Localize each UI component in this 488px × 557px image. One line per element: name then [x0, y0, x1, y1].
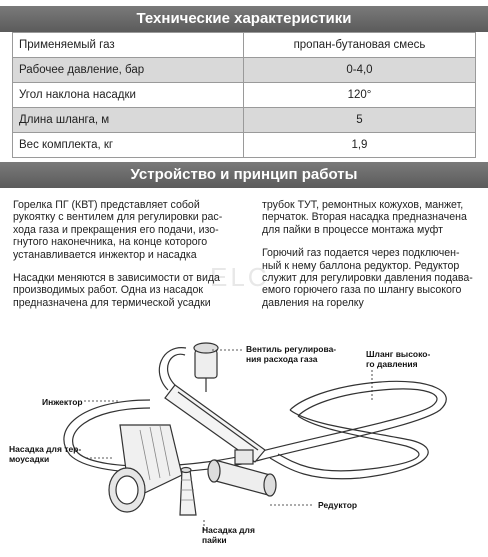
- spec-label: Применяемый газ: [13, 33, 244, 58]
- spec-value: 0-4,0: [243, 58, 475, 83]
- label-valve: Вентиль регулирова- ния расхода газа: [246, 344, 337, 364]
- paragraph: трубок ТУТ, ремонтных кожухов, манжет, перчаток. Вторая насадка предназначена для пайки в процессе монтажа муфт: [262, 199, 467, 236]
- label-hose: Шланг высоко- го давления: [366, 349, 431, 369]
- spec-value: пропан-бутановая смесь: [243, 33, 475, 58]
- paragraph: Горелка ПГ (КВТ) представляет собой рукоятку с вентилем для регулировки рас- хода газа и прекращения его подачи, изо- гнутого наконечника, на конце которого устанавливается инжектор и насадка: [13, 199, 223, 261]
- label-solder-nozzle: Насадка для пайки: [202, 525, 255, 545]
- spec-label: Рабочее давление, бар: [13, 58, 244, 83]
- spec-value: 1,9: [243, 133, 475, 158]
- device-title: Устройство и принцип работы: [0, 162, 488, 188]
- left-column: [13, 199, 243, 320]
- spec-value: 120°: [243, 83, 475, 108]
- spec-label: Угол наклона насадки: [13, 83, 244, 108]
- paragraph: Горючий газ подается через подключен- ный к нему баллона редуктор. Редуктор служит для регулировки давления подава- емого горючего газа по шлангу высокого давления на горелку: [262, 247, 473, 309]
- specs-title: Технические характеристики: [0, 6, 488, 32]
- table-row: [13, 108, 476, 133]
- table-row: [13, 58, 476, 83]
- right-column: [262, 199, 482, 320]
- table-row: [13, 83, 476, 108]
- specs-table: [12, 32, 476, 158]
- spec-value: 5: [243, 108, 475, 133]
- label-reducer: Редуктор: [318, 500, 358, 510]
- label-shrink-nozzle: Насадка для тер- моусадки: [9, 444, 82, 464]
- paragraph: Насадки меняются в зависимости от вида производимых работ. Одна из насадок предназначена для термической усадки: [13, 272, 220, 309]
- watermark: ELC: [210, 262, 270, 292]
- table-row: [13, 133, 476, 158]
- spec-label: Длина шланга, м: [13, 108, 244, 133]
- table-row: [13, 33, 476, 58]
- spec-label: Вес комплекта, кг: [13, 133, 244, 158]
- label-injector: Инжектор: [42, 397, 83, 407]
